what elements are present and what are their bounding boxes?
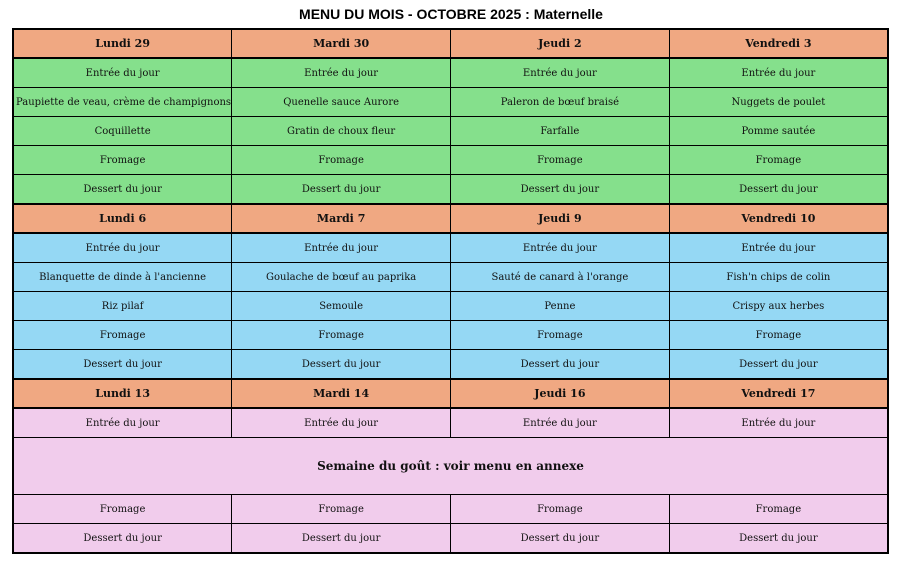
week3-banner-row [13,438,888,495]
menu-cell: Entrée du jour [232,233,451,263]
menu-cell: Fromage [669,321,888,350]
menu-cell: Paleron de bœuf braisé [451,88,670,117]
menu-table [12,28,889,554]
menu-cell: Fromage [232,146,451,175]
page-title: MENU DU MOIS - OCTOBRE 2025 : Maternelle [299,6,603,22]
menu-cell: Entrée du jour [13,233,232,263]
menu-cell: Sauté de canard à l'orange [451,263,670,292]
day-header: Vendredi 17 [669,379,888,408]
menu-cell: Fromage [669,146,888,175]
menu-cell: Entrée du jour [451,408,670,438]
day-header: Jeudi 2 [451,29,670,58]
menu-cell: Entrée du jour [669,233,888,263]
menu-cell: Dessert du jour [13,175,232,205]
menu-cell: Dessert du jour [451,524,670,554]
week1-header-row [13,29,888,58]
week1-cheese-row [13,146,888,175]
menu-cell: Fromage [451,321,670,350]
menu-cell: Dessert du jour [451,175,670,205]
menu-cell: Fromage [451,146,670,175]
week3-header-row [13,379,888,408]
menu-cell: Dessert du jour [669,524,888,554]
day-header: Vendredi 10 [669,204,888,233]
day-header: Lundi 29 [13,29,232,58]
week1-starter-row [13,58,888,88]
week2-main-row [13,263,888,292]
menu-cell: Blanquette de dinde à l'ancienne [13,263,232,292]
week2-starter-row [13,233,888,263]
menu-cell: Penne [451,292,670,321]
week1-side-row [13,117,888,146]
menu-cell: Entrée du jour [451,233,670,263]
day-header: Jeudi 16 [451,379,670,408]
week2-dessert-row [13,350,888,380]
day-header: Mardi 14 [232,379,451,408]
day-header: Mardi 7 [232,204,451,233]
menu-cell: Fromage [232,321,451,350]
menu-cell: Quenelle sauce Aurore [232,88,451,117]
menu-cell: Dessert du jour [669,175,888,205]
week1-dessert-row [13,175,888,205]
week3-starter-row [13,408,888,438]
day-header: Jeudi 9 [451,204,670,233]
taste-week-banner: Semaine du goût : voir menu en annexe [13,438,888,495]
menu-cell: Fromage [669,495,888,524]
menu-cell: Fromage [13,146,232,175]
day-header: Lundi 6 [13,204,232,233]
menu-cell: Entrée du jour [669,58,888,88]
week1-main-row [13,88,888,117]
menu-cell: Entrée du jour [13,58,232,88]
menu-cell: Fish'n chips de colin [669,263,888,292]
menu-cell: Semoule [232,292,451,321]
week2-cheese-row [13,321,888,350]
day-header: Lundi 13 [13,379,232,408]
menu-cell: Dessert du jour [13,350,232,380]
menu-cell: Nuggets de poulet [669,88,888,117]
day-header: Mardi 30 [232,29,451,58]
menu-cell: Gratin de choux fleur [232,117,451,146]
menu-cell: Fromage [13,321,232,350]
week3-dessert-row [13,524,888,554]
menu-cell: Pomme sautée [669,117,888,146]
week3-cheese-row [13,495,888,524]
menu-cell: Farfalle [451,117,670,146]
menu-cell: Entrée du jour [13,408,232,438]
menu-cell: Entrée du jour [232,58,451,88]
menu-cell: Dessert du jour [669,350,888,380]
menu-cell: Entrée du jour [232,408,451,438]
menu-cell: Coquillette [13,117,232,146]
menu-cell: Goulache de bœuf au paprika [232,263,451,292]
menu-cell: Dessert du jour [13,524,232,554]
week2-side-row [13,292,888,321]
menu-cell: Fromage [232,495,451,524]
menu-cell: Paupiette de veau, crème de champignons [13,88,232,117]
menu-cell: Dessert du jour [232,350,451,380]
menu-cell: Entrée du jour [451,58,670,88]
menu-cell: Dessert du jour [232,175,451,205]
menu-cell: Fromage [451,495,670,524]
menu-cell: Dessert du jour [451,350,670,380]
menu-cell: Crispy aux herbes [669,292,888,321]
menu-cell: Fromage [13,495,232,524]
day-header: Vendredi 3 [669,29,888,58]
menu-cell: Riz pilaf [13,292,232,321]
menu-cell: Entrée du jour [669,408,888,438]
menu-cell: Dessert du jour [232,524,451,554]
week2-header-row [13,204,888,233]
